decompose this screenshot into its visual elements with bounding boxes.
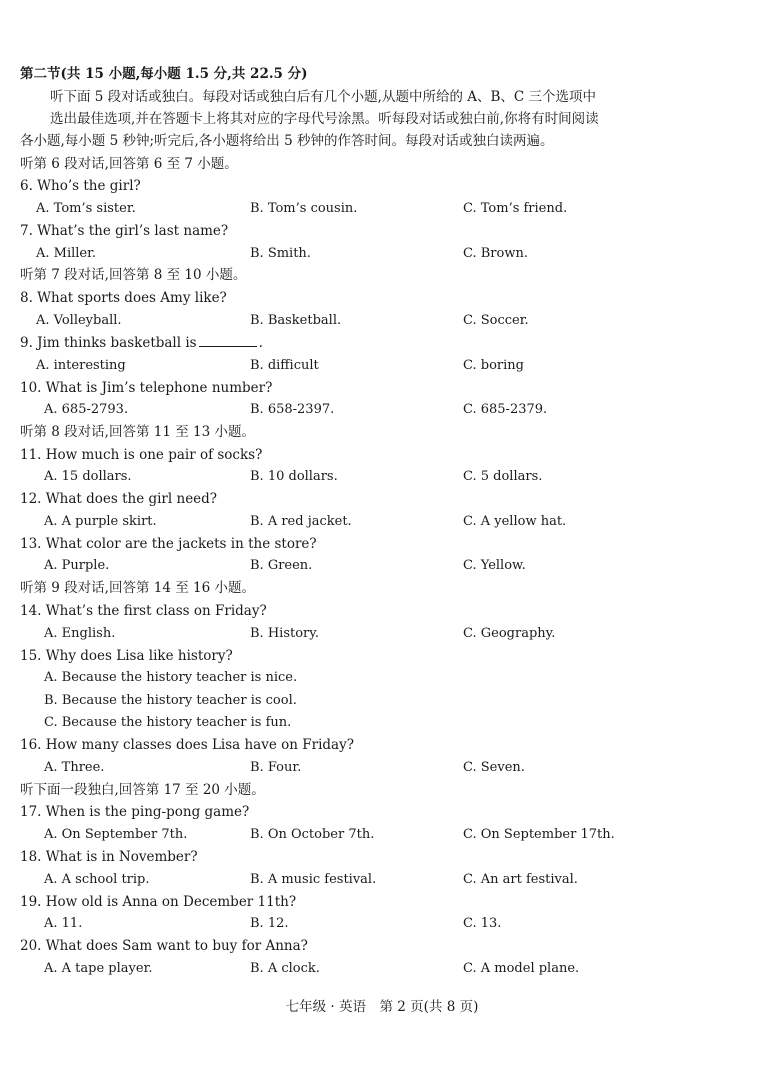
option-a: A. English. [44, 626, 116, 641]
option-b: B. Four. [250, 760, 302, 775]
option-b: B. History. [250, 626, 319, 641]
question-text: 11. How much is one pair of socks? [20, 447, 263, 463]
instruction-line: 听下面 5 段对话或独白。每段对话或独白后有几个小题,从题中所给的 A、B、C 三个选项中 [50, 89, 597, 105]
question-text: 14. What’s the first class on Friday? [20, 603, 267, 619]
option-b: B. Because the history teacher is cool. [44, 693, 297, 708]
group-heading: 听第 9 段对话,回答第 14 至 16 小题。 [20, 580, 255, 596]
option-b: B. 658-2397. [250, 402, 335, 417]
question-text: 7. What’s the girl’s last name? [20, 223, 229, 239]
instruction-line: 选出最佳选项,并在答题卡上将其对应的字母代号涂黑。听每段对话或独白前,你将有时间阅读 [50, 111, 599, 127]
question-text: 8. What sports does Amy like? [20, 290, 227, 306]
option-c: C. An art festival. [463, 872, 578, 887]
question-text: 20. What does Sam want to buy for Anna? [20, 938, 308, 954]
option-a: A. Volleyball. [36, 313, 122, 328]
option-b: B. Green. [250, 558, 313, 573]
option-c: C. 13. [463, 916, 502, 931]
option-a: A. 11. [44, 916, 83, 931]
option-a: A. A tape player. [44, 961, 153, 976]
option-b: B. Smith. [250, 246, 311, 261]
option-c: C. On September 17th. [463, 827, 615, 842]
option-b: B. 12. [250, 916, 289, 931]
option-a: A. interesting [36, 358, 126, 373]
option-a: A. A school trip. [44, 872, 150, 887]
question-text: 17. When is the ping-pong game? [20, 804, 250, 820]
question-text: 10. What is Jim’s telephone number? [20, 380, 273, 396]
question-text: 13. What color are the jackets in the store? [20, 536, 317, 552]
option-c: C. Brown. [463, 246, 528, 261]
option-b: B. Tom’s cousin. [250, 201, 358, 216]
option-a: A. Tom’s sister. [36, 201, 136, 216]
option-b: B. difficult [250, 358, 319, 373]
question-text: 19. How old is Anna on December 11th? [20, 894, 297, 910]
question-text [20, 334, 263, 352]
option-c: C. A yellow hat. [463, 514, 567, 529]
option-a: A. Miller. [36, 246, 97, 261]
question-text: 12. What does the girl need? [20, 491, 218, 507]
option-c: C. Geography. [463, 626, 556, 641]
group-heading: 听下面一段独白,回答第 17 至 20 小题。 [20, 782, 265, 798]
option-c: C. Because the history teacher is fun. [44, 715, 292, 730]
option-b: B. Basketball. [250, 313, 342, 328]
option-a: A. A purple skirt. [44, 514, 157, 529]
option-a: A. 15 dollars. [44, 469, 132, 484]
option-a: A. 685-2793. [44, 402, 129, 417]
option-a: A. Because the history teacher is nice. [44, 670, 298, 685]
option-a: A. On September 7th. [44, 827, 188, 842]
option-c: C. Soccer. [463, 313, 529, 328]
page-footer: 七年级 · 英语 第 2 页(共 8 页) [285, 999, 479, 1015]
option-c: C. 5 dollars. [463, 469, 543, 484]
question-text-before-blank: 9. Jim thinks basketball is [20, 335, 197, 351]
instruction-line: 各小题,每小题 5 秒钟;听完后,各小题将给出 5 秒钟的作答时间。每段对话或独白读两遍。 [20, 133, 554, 149]
option-b: B. A red jacket. [250, 514, 352, 529]
group-heading: 听第 8 段对话,回答第 11 至 13 小题。 [20, 424, 255, 440]
group-heading: 听第 7 段对话,回答第 8 至 10 小题。 [20, 267, 247, 283]
question-text: 16. How many classes does Lisa have on Friday? [20, 737, 354, 753]
answer-blank [199, 334, 257, 347]
question-text: 15. Why does Lisa like history? [20, 648, 233, 664]
question-text: 6. Who’s the girl? [20, 178, 141, 194]
option-c: C. Yellow. [463, 558, 526, 573]
option-c: C. Tom’s friend. [463, 201, 568, 216]
section-title: 第二节(共 15 小题,每小题 1.5 分,共 22.5 分) [20, 66, 308, 82]
option-b: B. A clock. [250, 961, 320, 976]
option-c: C. A model plane. [463, 961, 580, 976]
option-b: B. A music festival. [250, 872, 377, 887]
option-c: C. boring [463, 358, 524, 373]
option-b: B. On October 7th. [250, 827, 375, 842]
option-b: B. 10 dollars. [250, 469, 338, 484]
option-a: A. Purple. [44, 558, 110, 573]
question-text-after-blank: . [258, 335, 263, 351]
option-a: A. Three. [44, 760, 105, 775]
group-heading: 听第 6 段对话,回答第 6 至 7 小题。 [20, 156, 238, 172]
question-text: 18. What is in November? [20, 849, 198, 865]
option-c: C. 685-2379. [463, 402, 548, 417]
option-c: C. Seven. [463, 760, 525, 775]
